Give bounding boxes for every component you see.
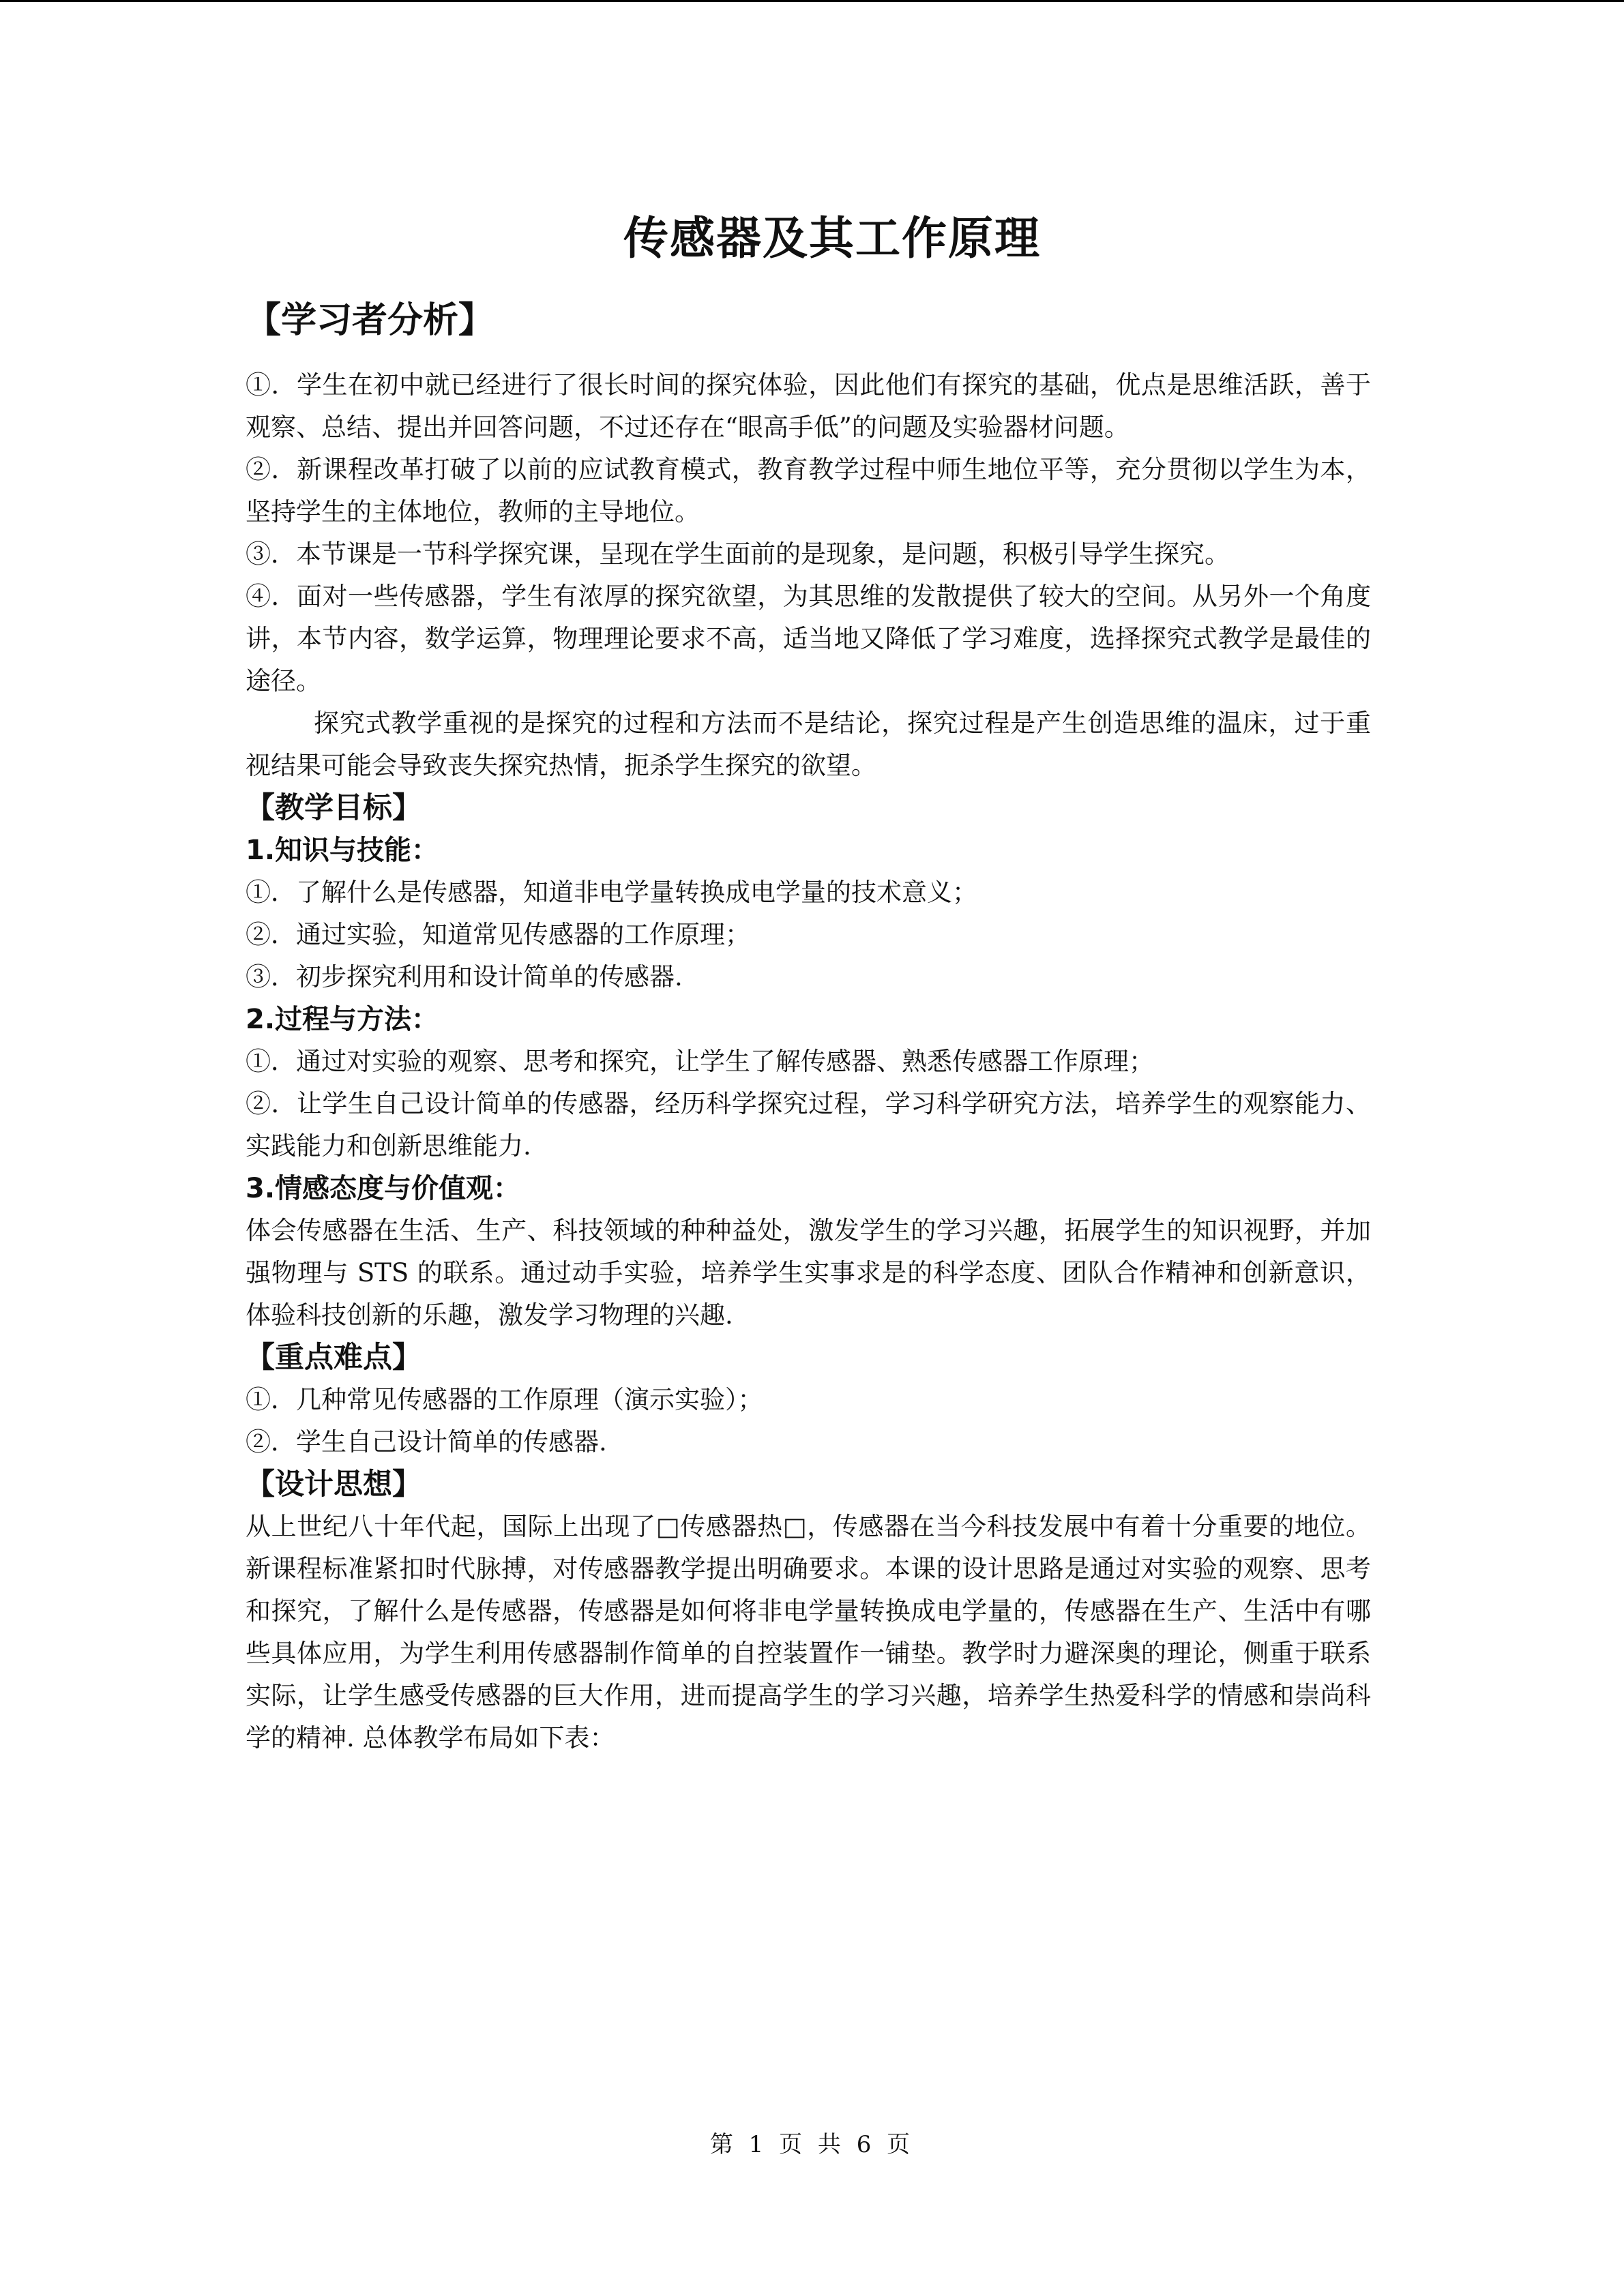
teaching-goals-heading: 【教学目标】 xyxy=(246,791,422,825)
learner-analysis-heading: 【学习者分析】 xyxy=(246,300,494,341)
attitude-values-heading: 3.情感态度与价值观： xyxy=(246,1173,521,1204)
top-border-rule xyxy=(0,0,1624,2)
design-text: 从上世纪八十年代起，国际上出现了□传感器热□，传感器在当今科技发展中有着十分重要的地位。新课程标准紧扣时代脉搏，对传感器教学提出明确要求。本课的设计思路是通过对实验的观察、思考和探究，了解什么是传感器，传感器是如何将非电学量转换成电学量的，传感器在生产、生活中有哪些具体应用，为学生利用传感器制作简单的自控装置作一铺垫。教学时力避深奥的理论，侧重于联系实际，让学生感受传感器的巨大作用，进而提高学生的学习兴趣，培养学生热爱科学的情感和崇尚科学的精神. 总体教学布局如下表： xyxy=(246,1512,1371,1753)
key-point-item-1: ①．几种常见传感器的工作原理（演示实验）； xyxy=(246,1385,763,1414)
learner-analysis-note: 探究式教学重视的是探究的过程和方法而不是结论，探究过程是产生创造思维的温床，过于重视结果可能会导致丧失探究热情，扼杀学生探究的欲望。 xyxy=(246,709,1371,780)
design-heading: 【设计思想】 xyxy=(246,1467,422,1502)
knowledge-item-3: ③．初步探究利用和设计简单的传感器. xyxy=(246,962,683,992)
knowledge-skills-heading: 1.知识与技能： xyxy=(246,835,439,866)
page-footer: 第 1 页 共 6 页 xyxy=(709,2131,915,2158)
learner-analysis-item-2: ②．新课程改革打破了以前的应试教育模式，教育教学过程中师生地位平等，充分贯彻以学生为本，坚持学生的主体地位，教师的主导地位。 xyxy=(246,455,1371,526)
process-item-2: ②．让学生自己设计简单的传感器，经历科学探究过程，学习科学研究方法，培养学生的观察能力、实践能力和创新思维能力. xyxy=(246,1089,1371,1161)
learner-analysis-item-4: ④．面对一些传感器，学生有浓厚的探究欲望，为其思维的发散提供了较大的空间。从另外一个角度讲，本节内容，数学运算，物理理论要求不高，适当地又降低了学习难度，选择探究式教学是最佳的途径。 xyxy=(246,582,1371,696)
learner-analysis-item-1: ①．学生在初中就已经进行了很长时间的探究体验，因此他们有探究的基础，优点是思维活跃，善于观察、总结、提出并回答问题，不过还存在“眼高手低”的问题及实验器材问题。 xyxy=(246,370,1371,442)
attitude-text: 体会传感器在生活、生产、科技领域的种种益处，激发学生的学习兴趣，拓展学生的知识视野，并加强物理与 STS 的联系。通过动手实验，培养学生实事求是的科学态度、团队合作精神和创新意识，体验科技创新的乐趣，激发学习物理的兴趣. xyxy=(246,1216,1371,1330)
key-point-item-2: ②．学生自己设计简单的传感器. xyxy=(246,1427,607,1457)
knowledge-item-2: ②．通过实验，知道常见传感器的工作原理； xyxy=(246,920,750,949)
process-item-1: ①．通过对实验的观察、思考和探究，让学生了解传感器、熟悉传感器工作原理； xyxy=(246,1047,1154,1076)
key-points-heading: 【重点难点】 xyxy=(246,1341,422,1375)
process-methods-heading: 2.过程与方法： xyxy=(246,1004,439,1035)
knowledge-item-1: ①．了解什么是传感器，知道非电学量转换成电学量的技术意义； xyxy=(246,878,977,907)
page-content xyxy=(246,191,1371,1759)
document-title: 传感器及其工作原理 xyxy=(623,212,1041,265)
learner-analysis-item-3: ③．本节课是一节科学探究课，呈现在学生面前的是现象，是问题，积极引导学生探究。 xyxy=(246,539,1230,569)
